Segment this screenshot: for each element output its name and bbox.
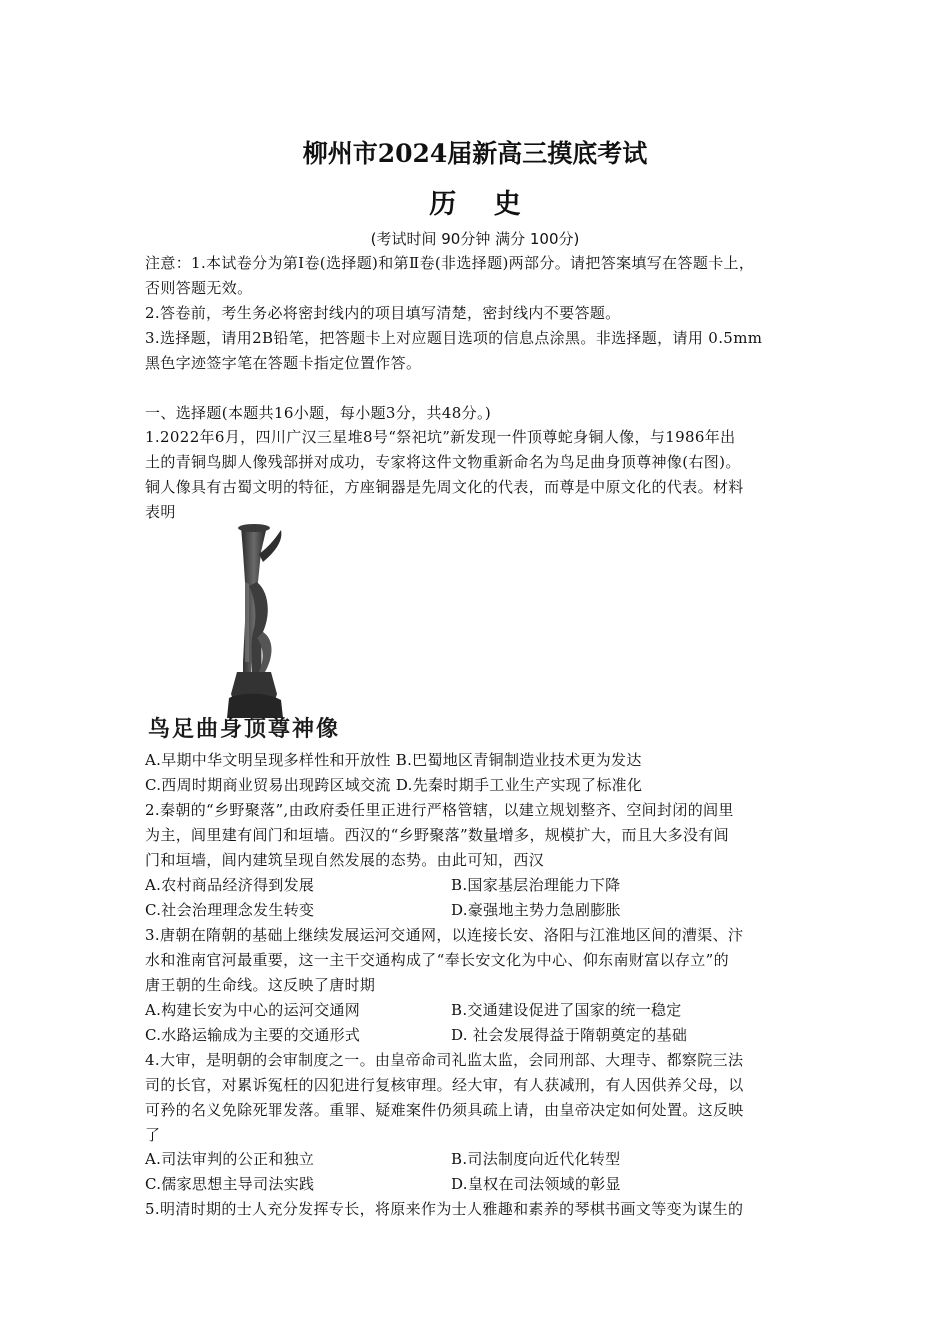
q1-line-2: 土的青铜鸟脚人像残部拼对成功，专家将这件文物重新命名为鸟足曲身顶尊神像(右图)。 [145, 453, 741, 471]
q3-line-3: 唐王朝的生命线。这反映了唐时期 [145, 976, 376, 994]
notes-line-2: 否则答题无效。 [145, 279, 253, 297]
q4-line-4: 了 [145, 1126, 161, 1144]
q1-line-4: 表明 [145, 503, 176, 521]
q2-option-a: A.农村商品经济得到发展 [145, 876, 315, 894]
exam-info: (考试时间 90分钟 满分 100分) [370, 230, 580, 248]
q4-line-1: 4.大审，是明朝的会审制度之一。由皇帝命司礼监太监，会同刑部、大理寺、都察院三法 [145, 1051, 744, 1069]
q4-line-3: 可矜的名义免除死罪发落。重罪、疑难案件仍须具疏上请，由皇帝决定如何处置。这反映 [145, 1101, 744, 1119]
q2-line-1: 2.秦朝的“乡野聚落”,由政府委任里正进行严格管辖，以建立规划整齐、空间封闭的闾里 [145, 801, 734, 819]
q1-line-3: 铜人像具有古蜀文明的特征，方座铜器是先周文化的代表，而尊是中原文化的代表。材料 [145, 478, 744, 496]
bronze-statue-image [145, 522, 365, 744]
q3-option-c: C.水路运输成为主要的交通形式 [145, 1026, 361, 1044]
figure-caption: 鸟足曲身顶尊神像 [148, 717, 341, 742]
q2-line-2: 为主，闾里建有闾门和垣墙。西汉的“乡野聚落”数量增多，规模扩大，而且大多没有闾 [145, 826, 729, 844]
q3-option-a: A.构建长安为中心的运河交通网 [145, 1001, 361, 1019]
q2-option-c: C.社会治理理念发生转变 [145, 901, 315, 919]
q1-line-1: 1.2022年6月，四川广汉三星堆8号“祭祀坑”新发现一件顶尊蛇身铜人像，与1986年出 [145, 428, 736, 446]
q2-line-3: 门和垣墙，闾内建筑呈现自然发展的态势。由此可知，西汉 [145, 851, 545, 869]
q5-line-1: 5.明清时期的士人充分发挥专长，将原来作为士人雅趣和素养的琴棋书画文等变为谋生的 [145, 1200, 744, 1218]
q1-options-ab: A.早期中华文明呈现多样性和开放性 B.巴蜀地区青铜制造业技术更为发达 [145, 751, 642, 769]
q3-line-2: 水和淮南官河最重要，这一主干交通构成了“奉长安文化为中心、仰东南财富以存立”的 [145, 951, 729, 969]
q4-option-a: A.司法审判的公正和独立 [145, 1150, 315, 1168]
notes-line-3: 2.答卷前，考生务必将密封线内的项目填写清楚，密封线内不要答题。 [145, 304, 621, 322]
q1-options-cd: C.西周时期商业贸易出现跨区域交流 D.先秦时期手工业生产实现了标准化 [145, 776, 643, 794]
q2-option-b: B.国家基层治理能力下降 [451, 876, 621, 894]
q4-option-b: B.司法制度向近代化转型 [451, 1150, 621, 1168]
section-heading: 一、选择题(本题共16小题，每小题3分，共48分。) [145, 404, 492, 422]
q4-option-d: D.皇权在司法领域的彰显 [451, 1175, 621, 1193]
q3-option-d: D. 社会发展得益于隋朝奠定的基础 [451, 1026, 688, 1044]
exam-title: 柳州市2024届新高三摸底考试 [302, 139, 648, 168]
q3-option-b: B.交通建设促进了国家的统一稳定 [451, 1001, 682, 1019]
notes-line-5: 黑色字迹签字笔在答题卡指定位置作答。 [145, 354, 422, 372]
q3-line-1: 3.唐朝在隋朝的基础上继续发展运河交通网，以连接长安、洛阳与江淮地区间的漕渠、汴 [145, 926, 744, 944]
q4-line-2: 司的长官，对累诉冤枉的囚犯进行复核审理。经大审，有人获减刑，有人因供养父母，以 [145, 1076, 744, 1094]
subject-title: 历 史 [429, 189, 535, 220]
notes-line-4: 3.选择题，请用2B铅笔，把答题卡上对应题目选项的信息点涂黑。非选择题，请用 0.5mm [145, 329, 763, 347]
q4-option-c: C.儒家思想主导司法实践 [145, 1175, 315, 1193]
notes-line-1: 注意：1.本试卷分为第Ⅰ卷(选择题)和第Ⅱ卷(非选择题)两部分。请把答案填写在答题卡上， [145, 254, 755, 272]
q2-option-d: D.豪强地主势力急剧膨胀 [451, 901, 621, 919]
